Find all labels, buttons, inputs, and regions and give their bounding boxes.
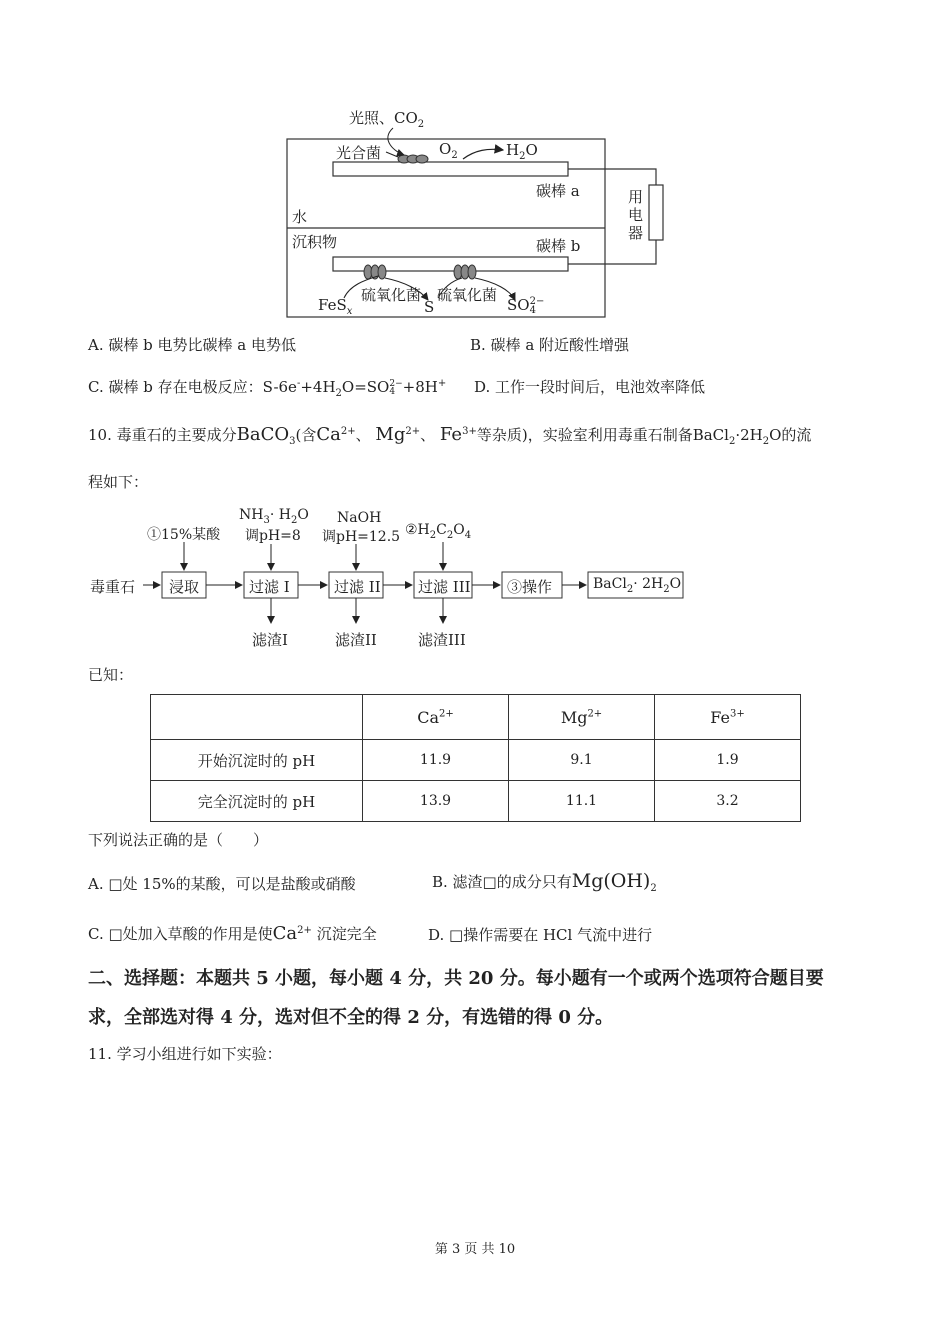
residue-3: 滤渣III [418, 631, 466, 649]
reagent-ammonia-ph: 调pH=8 [245, 528, 301, 544]
photosyn-pointer [386, 152, 398, 157]
flow-box4-label: 过滤 III [418, 578, 471, 596]
h2o-label: $H_2O$ [506, 141, 538, 162]
q10-option-c[interactable]: C. □处加入草酸的作用是使$Ca^{2+}$ 沉淀完全 [88, 923, 377, 944]
reagent-naoh-ph: 调pH=12.5 [322, 529, 401, 545]
reagent-acid: ①15%某酸 [147, 527, 221, 543]
fes-label: FeS$_x$ [318, 296, 353, 317]
q9-option-c[interactable]: C. 碳棒 b 存在电极反应：$S-6e^-+4H_2O=SO$ 2− 4 +8H+ [88, 378, 447, 399]
flow-box2-label: 过滤 I [249, 578, 290, 596]
o2-arrow [463, 149, 503, 159]
table-header-blank [151, 695, 363, 740]
flow-box3-label: 过滤 II [334, 578, 381, 596]
table-row: 开始沉淀时的 pH 11.9 9.1 1.9 [151, 740, 801, 781]
q10-option-b[interactable]: B. 滤渣□的成分只有$Mg(OH)_2$ [432, 870, 657, 894]
wire-b [568, 240, 656, 264]
carbon-rod-a [333, 162, 568, 176]
reagent-naoh: NaOH [337, 510, 382, 526]
known-label: 已知： [88, 666, 134, 684]
photosyn-label: 光合菌 [336, 144, 382, 162]
section2-heading-line2: 求，全部选对得 4 分，选对但不全的得 2 分，有选错的得 0 分。 [88, 1007, 614, 1028]
table-header-ca: $Ca^{2+}$ [363, 695, 509, 740]
q9-option-d[interactable]: D. 工作一段时间后，电池效率降低 [474, 378, 706, 396]
water-label: 水 [292, 208, 308, 226]
photosynthetic-bacteria-icon [398, 155, 428, 163]
co2-arrow [388, 128, 404, 155]
flow-box6-label: BaCl$_2$· $2H_2O$ [593, 576, 682, 595]
q10-stem-line2: 程如下： [88, 473, 149, 491]
section2-heading-line1: 二、选择题：本题共 5 小题，每小题 4 分，共 20 分。每小题有一个或两个选项符合题目要 [88, 968, 824, 989]
device-box [649, 185, 663, 240]
battery-diagram [0, 0, 950, 330]
reagent-oxalic: $②H_2C_2O_4$ [405, 522, 472, 541]
table-header-fe: $Fe^{3+}$ [655, 695, 801, 740]
reagent-ammonia: $NH_3\cdot H_2O$ [239, 507, 309, 526]
q9-option-b[interactable]: B. 碳棒 a 附近酸性增强 [470, 336, 630, 354]
sediment-label: 沉积物 [292, 233, 338, 251]
q10-option-d[interactable]: D. □操作需要在 HCl 气流中进行 [428, 926, 653, 944]
s-label: S [424, 298, 435, 316]
q11-stem: 11. 学习小组进行如下实验： [88, 1045, 282, 1063]
sulfur-bacteria-label-2: 硫氧化菌 [437, 286, 498, 304]
rod-b-label: 碳棒 b [536, 237, 581, 255]
q10-prompt: 下列说法正确的是（ ） [88, 831, 269, 849]
flow-box5-label: ③操作 [507, 578, 553, 596]
o2-label: $O_2$ [439, 140, 458, 161]
flow-box1-label: 浸取 [169, 578, 200, 596]
q9-option-a[interactable]: A. 碳棒 b 电势比碳棒 a 电势低 [88, 336, 296, 354]
residue-2: 滤渣II [335, 631, 377, 649]
table-header-mg: $Mg^{2+}$ [509, 695, 655, 740]
sulfur-bacteria-icon-2 [454, 265, 476, 279]
device-label: 用 电 器 [628, 188, 644, 242]
wire-a [568, 169, 656, 185]
sulfur-bacteria-label-1: 硫氧化菌 [361, 286, 422, 304]
page-footer: 第 3 页 共 10 [434, 1242, 516, 1257]
table-row: 完全沉淀时的 pH 13.9 11.1 3.2 [151, 781, 801, 822]
light-co2-label: 光照、$CO_2$ [349, 109, 425, 130]
so4-label: SO 2− 4 [507, 296, 545, 316]
rod-a-label: 碳棒 a [536, 182, 580, 200]
q10-stem: 10. 毒重石的主要成分BaCO$_3$(含$Ca^{2+}$、 $Mg^{2+}$、 $Fe^{3+}$等杂质)，实验室利用毒重石制备$BaCl_2\cdot 2H_2O$的流 [88, 424, 812, 447]
precipitation-ph-table [150, 694, 801, 822]
q10-option-a[interactable]: A. □处 15%的某酸，可以是盐酸或硝酸 [88, 875, 356, 893]
residue-1: 滤渣I [252, 631, 288, 649]
flow-start: 毒重石 [90, 578, 136, 596]
process-flowchart [0, 500, 950, 660]
